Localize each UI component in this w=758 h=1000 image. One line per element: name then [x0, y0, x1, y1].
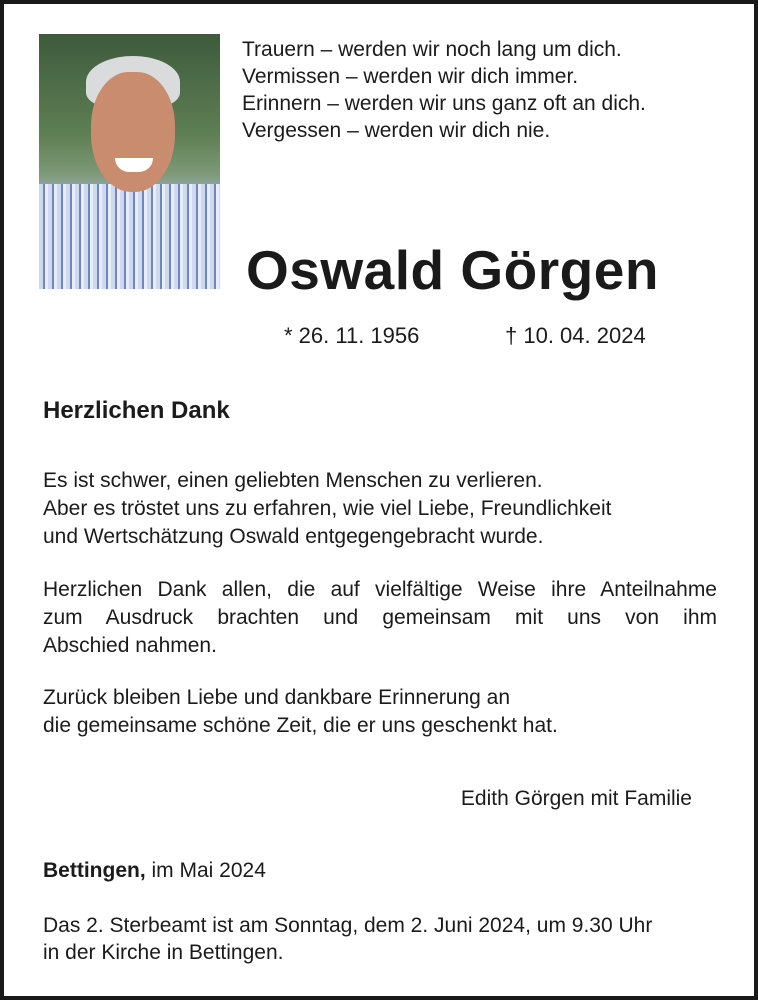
paragraph-line: Es ist schwer, einen geliebten Menschen zu verlieren. — [43, 469, 543, 492]
portrait-photo — [39, 34, 220, 289]
place-date — [43, 857, 266, 884]
poem-line: Erinnern – werden wir uns ganz oft an dich. — [242, 92, 646, 115]
paragraph-line: und Wertschätzung Oswald entgegengebracht wurde. — [43, 525, 544, 548]
signature: Edith Görgen mit Familie — [460, 787, 692, 810]
paragraph-line: Aber es tröstet uns zu erfahren, wie viel Liebe, Freundlichkeit — [43, 497, 612, 520]
photo-face — [91, 72, 175, 192]
paragraph-line: die gemeinsame schöne Zeit, die er uns geschenkt hat. — [43, 714, 558, 737]
place: Bettingen, — [43, 859, 146, 882]
photo-shirt — [39, 184, 220, 289]
deceased-name: Oswald Görgen — [246, 239, 659, 301]
paragraph-line: Herzlichen Dank allen, die auf vielfältige Weise ihre Anteilnahme — [43, 578, 717, 601]
paragraph-line: zum Ausdruck brachten und gemeinsam mit uns von ihm — [43, 606, 717, 629]
service-line: Das 2. Sterbeamt ist am Sonntag, dem 2. Juni 2024, um 9.30 Uhr — [43, 914, 653, 937]
heading: Herzlichen Dank — [43, 397, 230, 424]
date: im Mai 2024 — [145, 859, 266, 882]
birth-date: * 26. 11. 1956 — [284, 323, 420, 348]
poem-line: Vergessen – werden wir dich nie. — [242, 119, 551, 142]
paragraph-line: Zurück bleiben Liebe und dankbare Erinnerung an — [43, 686, 510, 709]
paragraph-line: Abschied nahmen. — [43, 634, 217, 657]
poem-line: Vermissen – werden wir dich immer. — [242, 65, 579, 88]
poem-line: Trauern – werden wir noch lang um dich. — [242, 38, 622, 61]
service-line: in der Kirche in Bettingen. — [43, 941, 284, 964]
death-date: † 10. 04. 2024 — [505, 323, 646, 348]
